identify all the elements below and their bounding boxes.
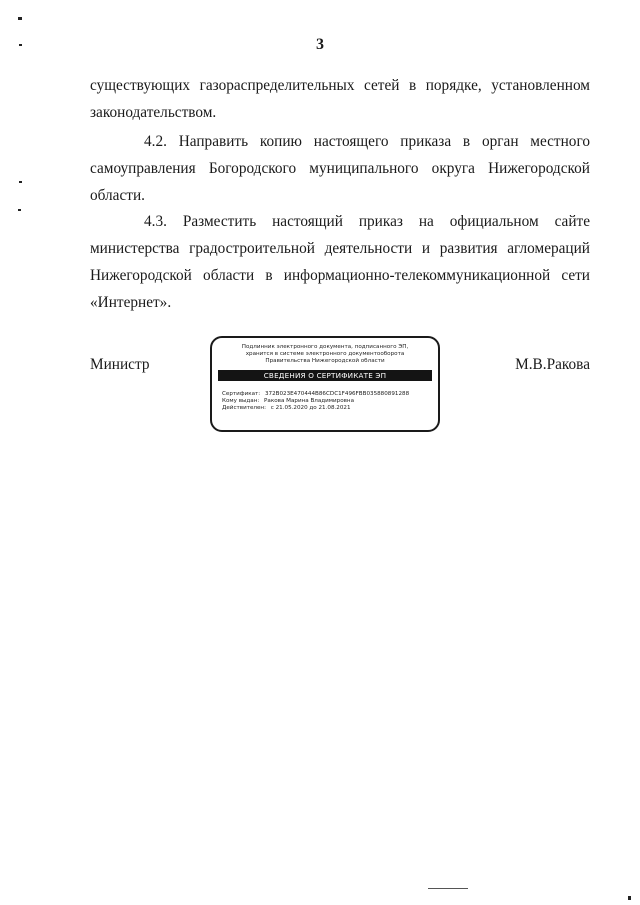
- certificate-value: 372B023E470444B86CDC1F496FBB035880891288: [264, 390, 410, 397]
- stamp-banner: СВЕДЕНИЯ О СЕРТИФИКАТЕ ЭП: [218, 370, 432, 381]
- scan-mark: [18, 17, 22, 20]
- issued-to-value: Ракова Марина Владимировна: [264, 397, 355, 404]
- certificate-label: Сертификат:: [222, 390, 261, 397]
- stamp-header-line: Подлинник электронного документа, подписанного ЭП,: [241, 344, 409, 350]
- valid-row: [222, 405, 438, 412]
- signer-title: Министр: [90, 356, 150, 373]
- issued-to-row: [222, 398, 438, 405]
- valid-value: с 21.05.2020 до 21.08.2021: [270, 405, 351, 412]
- valid-label: Действителен:: [222, 405, 266, 412]
- stamp-header: [212, 344, 438, 366]
- issued-to-label: Кому выдан:: [222, 397, 260, 404]
- stamp-details: [222, 391, 438, 413]
- paragraph-4-2: 4.2. Направить копию настоящего приказа в орган местного самоуправления Богородского муниципального округа Нижегородской области.: [90, 133, 590, 204]
- electronic-signature-stamp: [210, 336, 440, 432]
- page-number: 3: [316, 36, 324, 53]
- signer-name: М.В.Ракова: [515, 356, 590, 373]
- certificate-row: [222, 391, 438, 398]
- paragraph-4-3: 4.3. Разместить настоящий приказ на официальном сайте министерства градостроительной деятельности и развития агломераций Нижегородской области в информационно-телекоммуникационной сети «Интернет».: [90, 213, 590, 311]
- scan-mark: [628, 896, 631, 900]
- stamp-header-line: хранится в системе электронного документооборота: [245, 351, 405, 358]
- scan-mark: [19, 44, 22, 46]
- scan-mark: [18, 209, 21, 211]
- scan-mark: [19, 181, 22, 183]
- stamp-header-line: Правительства Нижегородской области: [265, 358, 385, 365]
- paragraph-continuation: существующих газораспределительных сетей в порядке, установленном законодательством.: [90, 77, 590, 121]
- footer-rule: [428, 888, 468, 889]
